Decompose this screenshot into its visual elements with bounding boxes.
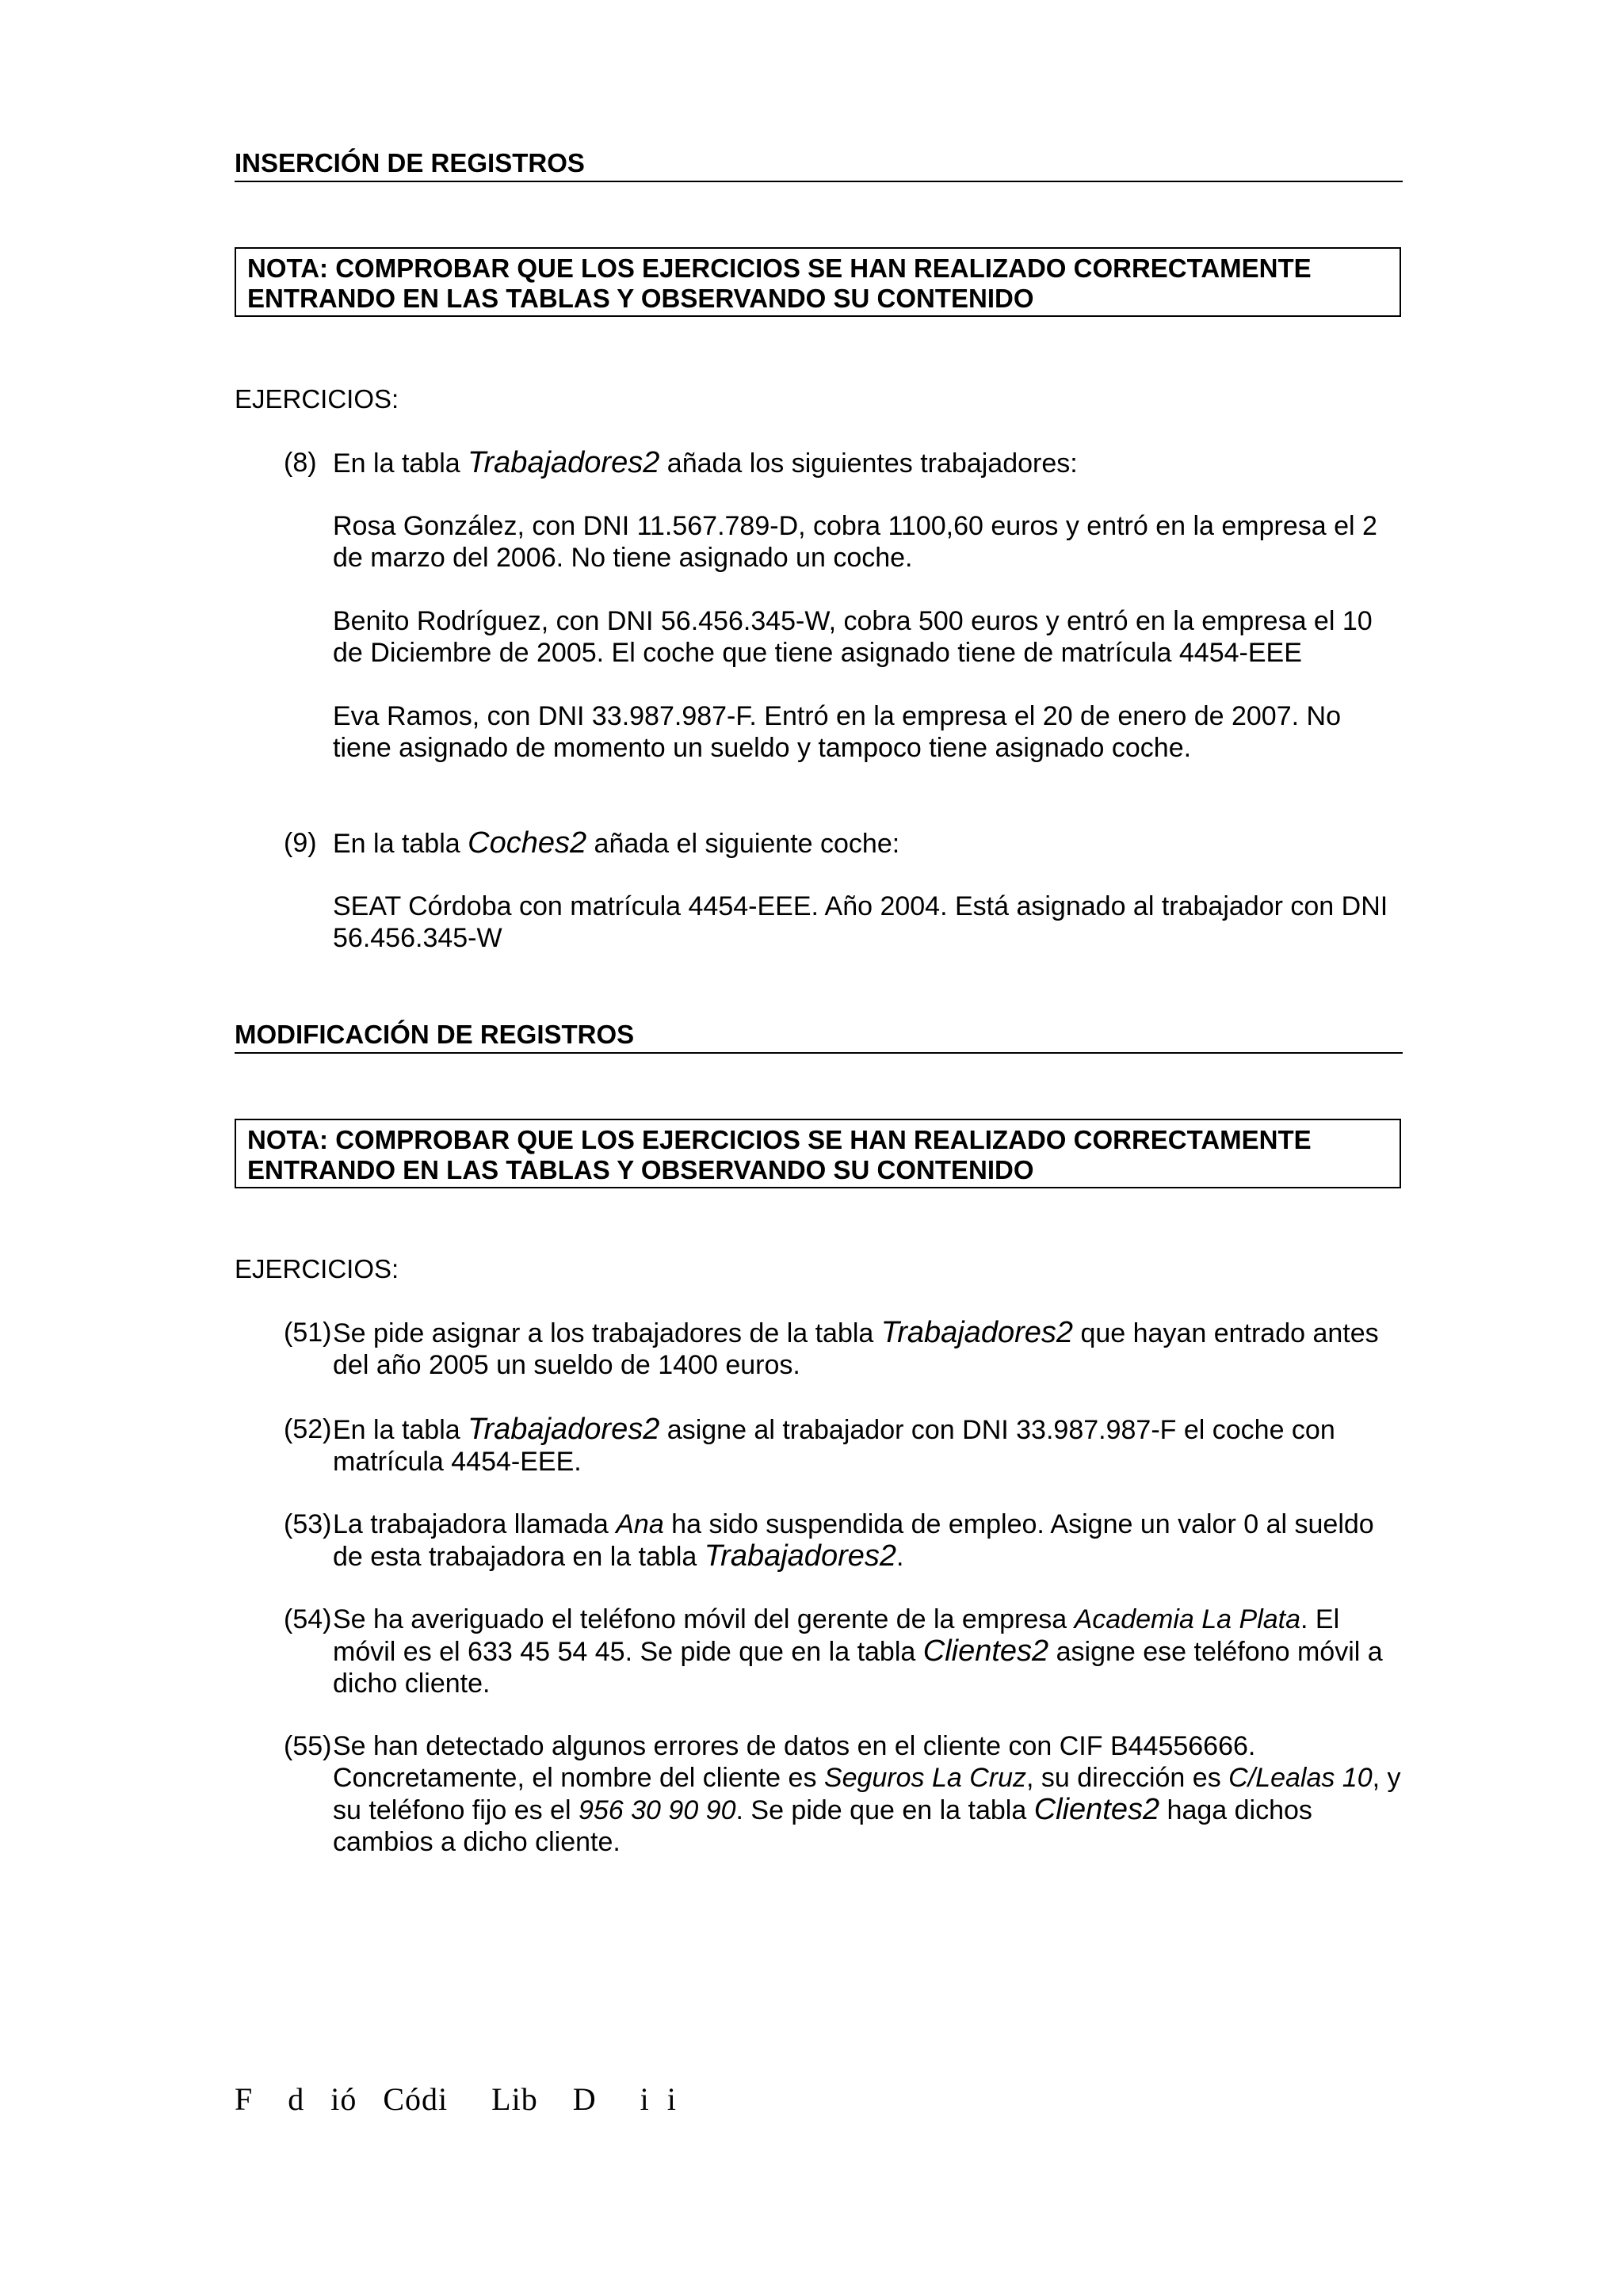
text: Se pide asignar a los trabajadores de la tabla <box>333 1318 881 1348</box>
client-name: Seguros La Cruz <box>823 1763 1027 1793</box>
text: añada los siguientes trabajadores: <box>659 448 1078 479</box>
ejercicios-label: EJERCICIOS: <box>235 384 399 414</box>
exercise-55 <box>284 1730 1403 1858</box>
exercise-52 <box>284 1413 1403 1478</box>
exercise-51 <box>284 1317 1403 1381</box>
text: , su dirección es <box>1026 1763 1229 1793</box>
text: En la tabla <box>333 448 468 479</box>
note-line-2: ENTRANDO EN LAS TABLAS Y OBSERVANDO SU CONTENIDO <box>247 1155 1034 1184</box>
table-name: Trabajadores2 <box>880 1316 1074 1349</box>
client-address: C/Lealas 10 <box>1228 1763 1373 1793</box>
text: Se ha averiguado el teléfono móvil del gerente de la empresa <box>333 1604 1075 1634</box>
worker-name: Ana <box>616 1509 664 1539</box>
text: , y su teléfono fijo es el <box>333 1763 1401 1825</box>
exercise-8 <box>284 447 1403 479</box>
exercise-number: (8) <box>284 448 317 478</box>
text: . El móvil es el 633 45 54 45. Se pide que en la tabla <box>333 1604 1340 1667</box>
exercise-number: (51) <box>284 1318 332 1348</box>
exercise-number: (54) <box>284 1604 332 1634</box>
text: La trabajadora llamada <box>333 1509 617 1539</box>
text: En la tabla <box>333 829 468 859</box>
text: asigne ese teléfono móvil a dicho cliente. <box>333 1637 1383 1699</box>
text: . <box>896 1542 904 1572</box>
exercise-number: (52) <box>284 1414 332 1444</box>
note-line-2: ENTRANDO EN LAS TABLAS Y OBSERVANDO SU CONTENIDO <box>247 284 1034 313</box>
exercise-54 <box>284 1604 1403 1699</box>
text: añada el siguiente coche: <box>586 829 900 859</box>
table-name: Trabajadores2 <box>468 1413 660 1446</box>
modificacion-heading: MODIFICACIÓN DE REGISTROS <box>235 1019 1403 1054</box>
table-name: Coches2 <box>468 826 587 860</box>
note-line-1: NOTA: COMPROBAR QUE LOS EJERCICIOS SE HAN REALIZADO CORRECTAMENTE <box>247 254 1312 283</box>
text: ha sido suspendida de empleo. Asigne un valor 0 al sueldo de esta trabajadora en la tabla <box>333 1509 1374 1572</box>
insercion-heading: INSERCIÓN DE REGISTROS <box>235 147 1403 182</box>
exercise-9 <box>284 827 1403 860</box>
table-name: Clientes2 <box>922 1634 1049 1668</box>
ejercicios-label: EJERCICIOS: <box>235 1254 399 1283</box>
insercion-note <box>235 247 1401 317</box>
page-footer: F d ió Códi Lib D i i <box>235 2081 677 2117</box>
exercise-9-car: SEAT Córdoba con matrícula 4454-EEE. Año 2004. Está asignado al trabajador con DNI 56.456.345-W <box>333 891 1388 953</box>
text: . Se pide que en la tabla <box>735 1795 1034 1825</box>
text: Se han detectado algunos errores de datos en el cliente con CIF B44556666. Concretamente, el nombre del cliente es <box>333 1731 1256 1793</box>
text: asigne al trabajador con DNI 33.987.987-F el coche con matrícula 4454-EEE. <box>333 1415 1335 1477</box>
client-phone: 956 30 90 90 <box>578 1795 736 1825</box>
text: En la tabla <box>333 1415 468 1445</box>
exercise-8-worker-2: Benito Rodríguez, con DNI 56.456.345-W, cobra 500 euros y entró en la empresa el 10 de Diciembre de 2005. El coche que tiene asignado tiene de matrícula 4454-EEE <box>333 606 1373 668</box>
modificacion-note <box>235 1119 1401 1188</box>
text: haga dichos cambios a dicho cliente. <box>333 1795 1312 1857</box>
note-line-1: NOTA: COMPROBAR QUE LOS EJERCICIOS SE HAN REALIZADO CORRECTAMENTE <box>247 1125 1312 1154</box>
exercise-number: (53) <box>284 1509 332 1539</box>
text: que hayan entrado antes del año 2005 un sueldo de 1400 euros. <box>333 1318 1379 1380</box>
exercise-number: (9) <box>284 828 317 858</box>
table-name: Trabajadores2 <box>468 446 660 479</box>
exercise-8-worker-3: Eva Ramos, con DNI 33.987.987-F. Entró en la empresa el 20 de enero de 2007. No tiene asignado de momento un sueldo y tampoco tiene asignado coche. <box>333 701 1341 763</box>
exercise-8-worker-1: Rosa González, con DNI 11.567.789-D, cobra 1100,60 euros y entró en la empresa el 2 de marzo del 2006. No tiene asignado un coche. <box>333 511 1377 573</box>
exercise-53 <box>284 1508 1403 1573</box>
company-name: Academia La Plata <box>1074 1604 1301 1634</box>
table-name: Clientes2 <box>1033 1793 1160 1826</box>
table-name: Trabajadores2 <box>704 1539 896 1573</box>
exercise-number: (55) <box>284 1731 332 1761</box>
